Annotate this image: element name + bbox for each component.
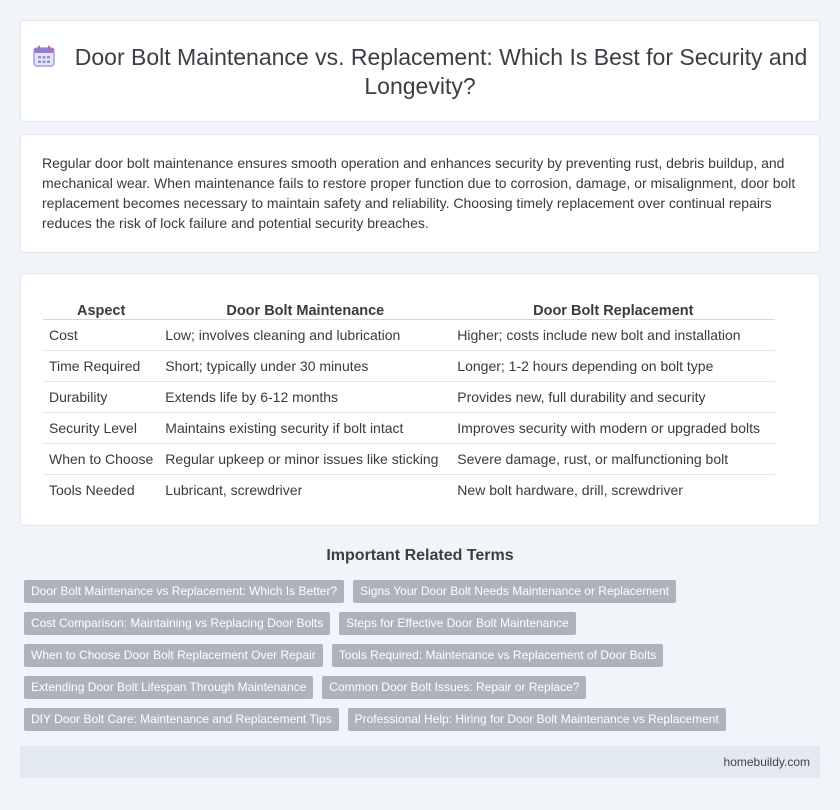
related-term-tag[interactable]: When to Choose Door Bolt Replacement Over Repair	[24, 644, 323, 667]
page-title-text: Door Bolt Maintenance vs. Replacement: Which Is Best for Security and Longevity?	[74, 44, 808, 99]
table-row	[43, 350, 775, 381]
table-row	[43, 381, 775, 412]
related-term-tag[interactable]: Cost Comparison: Maintaining vs Replacing Door Bolts	[24, 612, 330, 635]
cell-replacement: Higher; costs include new bolt and installation	[451, 319, 775, 350]
related-term-tag[interactable]: Common Door Bolt Issues: Repair or Replace?	[322, 676, 586, 699]
cell-aspect: Tools Needed	[49, 481, 135, 498]
related-term-tag[interactable]: Signs Your Door Bolt Needs Maintenance or Replacement	[353, 580, 676, 603]
comparison-table	[43, 296, 775, 505]
intro-card	[20, 134, 820, 253]
calendar-icon	[33, 45, 55, 67]
header-maintenance: Door Bolt Maintenance	[159, 296, 451, 319]
cell-maintenance: Short; typically under 30 minutes	[159, 350, 451, 381]
intro-paragraph: Regular door bolt maintenance ensures smooth operation and enhances security by preventing rust, debris buildup, and mechanical wear. When maintenance fails to restore proper function due to corrosion, damage, or misalignment, door bolt replacement becomes necessary to maintain safety and reliability. Choosing timely replacement over continual repairs reduces the risk of lock failure and potential security breaches.	[42, 155, 796, 231]
table-row	[43, 443, 775, 474]
related-term-tag[interactable]: Door Bolt Maintenance vs Replacement: Which Is Better?	[24, 580, 344, 603]
related-terms-list	[24, 580, 724, 740]
header-replacement: Door Bolt Replacement	[451, 296, 775, 319]
related-term-tag[interactable]: Professional Help: Hiring for Door Bolt Maintenance vs Replacement	[348, 708, 726, 731]
cell-aspect: Time Required	[43, 350, 159, 381]
cell-replacement: New bolt hardware, drill, screwdriver	[457, 481, 683, 498]
related-term-tag[interactable]: DIY Door Bolt Care: Maintenance and Replacement Tips	[24, 708, 339, 731]
cell-maintenance: Regular upkeep or minor issues like sticking	[159, 443, 451, 474]
table-row	[43, 412, 775, 443]
related-terms-heading: Important Related Terms	[326, 547, 514, 564]
cell-maintenance: Lubricant, screwdriver	[165, 481, 303, 498]
page-title	[21, 43, 819, 101]
footer-site-name[interactable]: homebuildy.com	[723, 755, 810, 769]
cell-replacement: Longer; 1-2 hours depending on bolt type	[451, 350, 775, 381]
cell-aspect: Durability	[43, 381, 159, 412]
cell-aspect: When to Choose	[43, 443, 159, 474]
cell-aspect: Security Level	[43, 412, 159, 443]
cell-maintenance: Maintains existing security if bolt intact	[159, 412, 451, 443]
table-row	[43, 474, 775, 505]
title-card	[20, 20, 820, 122]
cell-aspect: Cost	[43, 319, 159, 350]
comparison-card	[20, 273, 820, 526]
cell-replacement: Provides new, full durability and security	[451, 381, 775, 412]
related-term-tag[interactable]: Steps for Effective Door Bolt Maintenance	[339, 612, 576, 635]
cell-maintenance: Extends life by 6-12 months	[159, 381, 451, 412]
cell-maintenance: Low; involves cleaning and lubrication	[159, 319, 451, 350]
table-header-row	[43, 296, 775, 319]
footer	[20, 746, 820, 778]
related-term-tag[interactable]: Extending Door Bolt Lifespan Through Maintenance	[24, 676, 313, 699]
cell-replacement: Improves security with modern or upgraded bolts	[451, 412, 775, 443]
table-row	[43, 319, 775, 350]
cell-replacement: Severe damage, rust, or malfunctioning bolt	[451, 443, 775, 474]
header-aspect: Aspect	[43, 296, 159, 319]
related-term-tag[interactable]: Tools Required: Maintenance vs Replacement of Door Bolts	[332, 644, 664, 667]
